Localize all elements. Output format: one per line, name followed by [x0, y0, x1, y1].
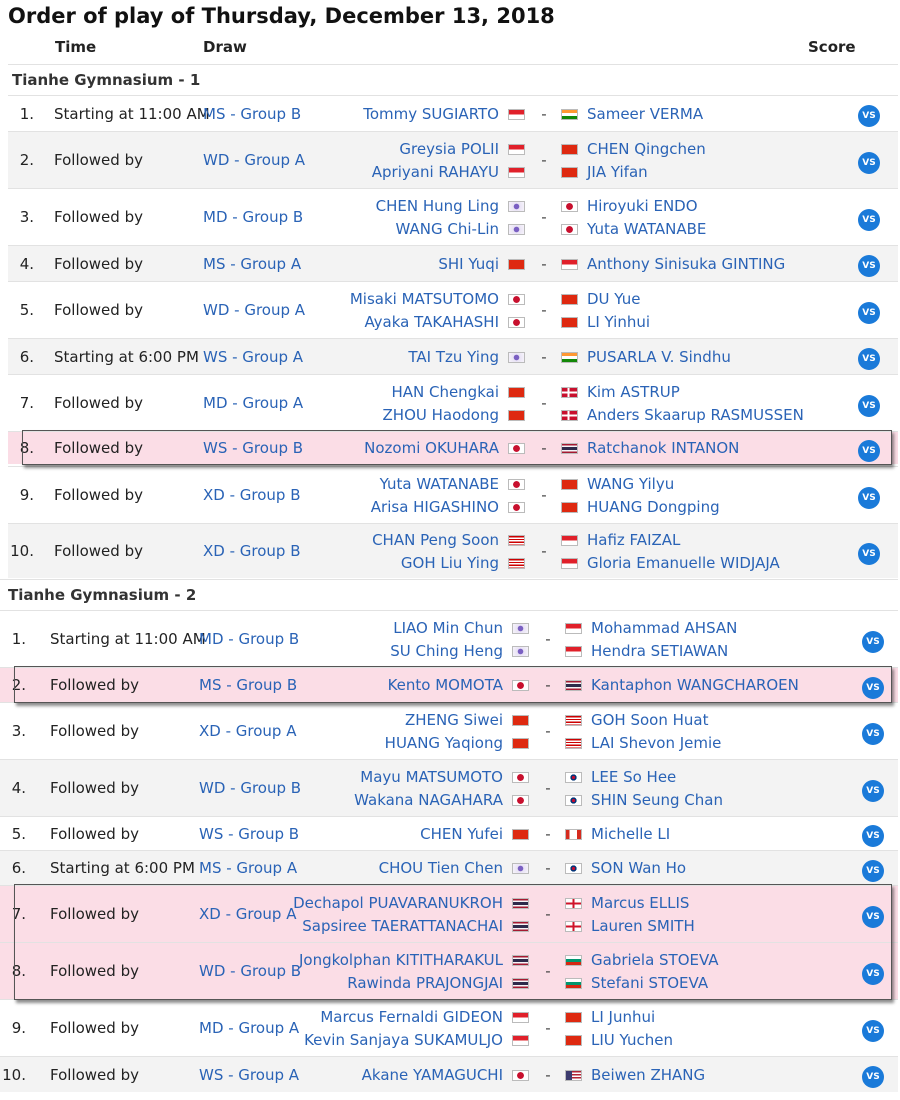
match-time: Followed by: [50, 1019, 139, 1037]
player-link[interactable]: ZHENG Siwei: [405, 710, 503, 729]
player-link[interactable]: WANG Yilyu: [587, 474, 675, 493]
match-row: [8, 281, 898, 338]
page-title: Order of play of Thursday, December 13, 2018: [8, 4, 555, 28]
player-link[interactable]: WANG Chi-Lin: [395, 219, 499, 238]
match-number: 10.: [2, 1065, 26, 1084]
flag-icon: [508, 109, 525, 120]
venue-header: [8, 64, 898, 94]
flag-icon: [561, 109, 578, 120]
flag-icon: [512, 772, 529, 783]
player-link[interactable]: Arisa HIGASHINO: [370, 497, 499, 516]
venue-name: Tianhe Gymnasium - 1: [12, 70, 201, 89]
player-link[interactable]: TAI Tzu Ying: [408, 347, 499, 366]
player-link[interactable]: LI Junhui: [591, 1007, 656, 1026]
match-time: Starting at 11:00 AM: [54, 104, 210, 123]
player-link[interactable]: Gloria Emanuelle WIDJAJA: [587, 553, 780, 572]
player-link[interactable]: Sameer VERMA: [587, 104, 704, 123]
flag-icon: [565, 829, 582, 840]
versus-dash: -: [541, 486, 547, 504]
match-number: 7.: [19, 394, 34, 412]
flag-icon: [508, 387, 525, 398]
vs-button[interactable]: VS: [858, 543, 880, 565]
flag-icon: [512, 978, 529, 989]
player-link[interactable]: Sapsiree TAERATTANACHAI: [302, 916, 503, 935]
player-link[interactable]: Gabriela STOEVA: [591, 950, 719, 969]
flag-icon: [512, 921, 529, 932]
column-header-score: Score: [808, 38, 856, 56]
match-number: 8.: [11, 962, 26, 980]
match-number: 10.: [10, 542, 34, 560]
player-link[interactable]: Kantaphon WANGCHAROEN: [591, 676, 799, 694]
draw-link[interactable]: MD - Group A: [203, 394, 304, 412]
flag-icon: [512, 898, 529, 909]
vs-button[interactable]: VS: [862, 631, 884, 653]
draw-link[interactable]: WS - Group B: [199, 824, 300, 843]
versus-dash: -: [541, 347, 547, 366]
flag-icon: [512, 1035, 529, 1046]
match-number: 4.: [19, 254, 34, 273]
flag-icon: [565, 795, 582, 806]
player-link[interactable]: HUANG Yaqiong: [384, 733, 503, 752]
player-link[interactable]: Nozomi OKUHARA: [364, 439, 499, 457]
player-link[interactable]: HAN Chengkai: [391, 382, 499, 401]
vs-button[interactable]: VS: [858, 255, 880, 277]
match-row: [0, 942, 898, 999]
vs-button[interactable]: VS: [858, 209, 880, 231]
match-row: [8, 188, 898, 245]
draw-link[interactable]: WS - Group A: [199, 1065, 299, 1084]
flag-icon: [512, 623, 529, 634]
venue-header: [0, 579, 898, 609]
match-number: 2.: [19, 151, 34, 169]
match-row: [8, 374, 898, 431]
player-link[interactable]: LAI Shevon Jemie: [591, 733, 722, 752]
player-link[interactable]: CHEN Qingchen: [587, 139, 706, 158]
flag-icon: [508, 502, 525, 513]
versus-dash: -: [541, 301, 547, 319]
vs-button[interactable]: VS: [858, 395, 880, 417]
flag-icon: [508, 294, 525, 305]
vs-button[interactable]: VS: [862, 677, 884, 699]
match-row: [0, 667, 898, 702]
flag-icon: [561, 535, 578, 546]
player-link[interactable]: Anthony Sinisuka GINTING: [587, 254, 786, 273]
draw-link[interactable]: MD - Group B: [199, 630, 300, 648]
versus-dash: -: [541, 104, 547, 123]
versus-dash: -: [541, 208, 547, 226]
player-link[interactable]: HUANG Dongping: [587, 497, 720, 516]
player-link[interactable]: Yuta WATANABE: [587, 219, 707, 238]
flag-icon: [512, 646, 529, 657]
flag-icon: [508, 259, 525, 270]
draw-link[interactable]: MS - Group A: [203, 254, 302, 273]
versus-dash: -: [545, 905, 551, 923]
match-row: [8, 245, 898, 281]
flag-icon: [508, 535, 525, 546]
versus-dash: -: [545, 824, 551, 843]
flag-icon: [561, 479, 578, 490]
match-time: Followed by: [54, 439, 143, 457]
player-link[interactable]: LIAO Min Chun: [393, 618, 503, 637]
flag-icon: [512, 680, 529, 691]
match-row: [0, 885, 898, 942]
player-link[interactable]: Greysia POLII: [399, 139, 499, 158]
vs-button[interactable]: VS: [858, 152, 880, 174]
match-row: [0, 1056, 898, 1092]
player-link[interactable]: Beiwen ZHANG: [591, 1065, 706, 1084]
player-link[interactable]: Marcus ELLIS: [591, 893, 690, 912]
versus-dash: -: [541, 439, 547, 457]
vs-button[interactable]: VS: [858, 487, 880, 509]
match-row: [0, 702, 898, 759]
flag-icon: [565, 955, 582, 966]
flag-icon: [561, 259, 578, 270]
player-link[interactable]: Michelle LI: [591, 824, 671, 843]
versus-dash: -: [545, 1019, 551, 1037]
draw-link[interactable]: WS - Group A: [203, 347, 303, 366]
flag-icon: [512, 1070, 529, 1081]
match-row: [0, 816, 898, 850]
vs-button[interactable]: VS: [862, 906, 884, 928]
match-number: 2.: [11, 676, 26, 694]
match-number: 9.: [19, 486, 34, 504]
versus-dash: -: [541, 394, 547, 412]
vs-button[interactable]: VS: [862, 860, 884, 882]
flag-icon: [561, 410, 578, 421]
player-link[interactable]: Lauren SMITH: [591, 916, 695, 935]
match-time: Followed by: [54, 301, 143, 319]
match-time: Followed by: [50, 779, 139, 797]
flag-icon: [565, 898, 582, 909]
draw-link[interactable]: MS - Group B: [203, 104, 302, 123]
player-link[interactable]: Ayaka TAKAHASHI: [364, 312, 499, 331]
match-time: Followed by: [54, 394, 143, 412]
flag-icon: [512, 738, 529, 749]
flag-icon: [565, 646, 582, 657]
player-link[interactable]: LIU Yuchen: [591, 1030, 673, 1049]
match-row: [8, 95, 898, 131]
player-link[interactable]: CHOU Tien Chen: [378, 859, 503, 877]
flag-icon: [565, 623, 582, 634]
draw-link[interactable]: WD - Group A: [203, 301, 306, 319]
flag-icon: [565, 1035, 582, 1046]
draw-link[interactable]: MS - Group A: [199, 859, 298, 877]
draw-link[interactable]: XD - Group A: [199, 905, 297, 923]
versus-dash: -: [545, 722, 551, 740]
player-link[interactable]: SHIN Seung Chan: [591, 790, 723, 809]
match-row: [0, 610, 898, 667]
versus-dash: -: [545, 779, 551, 797]
match-time: Followed by: [50, 824, 139, 843]
flag-icon: [508, 443, 525, 454]
player-link[interactable]: Dechapol PUAVARANUKROH: [293, 893, 503, 912]
flag-icon: [561, 144, 578, 155]
flag-icon: [508, 410, 525, 421]
flag-icon: [508, 317, 525, 328]
match-row: [8, 131, 898, 188]
match-time: Starting at 6:00 PM: [50, 859, 195, 877]
draw-link[interactable]: XD - Group B: [203, 486, 301, 504]
vs-button[interactable]: VS: [862, 963, 884, 985]
flag-icon: [561, 294, 578, 305]
flag-icon: [565, 863, 582, 874]
player-link[interactable]: CHEN Hung Ling: [375, 196, 499, 215]
player-link[interactable]: SON Wan Ho: [591, 859, 687, 877]
match-time: Followed by: [50, 722, 139, 740]
match-time: Followed by: [50, 905, 139, 923]
match-row: [8, 466, 898, 523]
draw-link[interactable]: WD - Group B: [199, 779, 302, 797]
match-number: 4.: [11, 779, 26, 797]
match-row: [8, 523, 898, 578]
versus-dash: -: [545, 676, 551, 694]
column-header-draw: Draw: [203, 38, 247, 56]
vs-button[interactable]: VS: [862, 1066, 884, 1088]
player-link[interactable]: Hiroyuki ENDO: [587, 196, 698, 215]
match-time: Followed by: [50, 676, 139, 694]
player-link[interactable]: Hafiz FAIZAL: [587, 530, 681, 549]
match-time: Followed by: [50, 1065, 139, 1084]
vs-button[interactable]: VS: [858, 302, 880, 324]
match-row: [8, 431, 898, 464]
flag-icon: [565, 680, 582, 691]
player-link[interactable]: Kim ASTRUP: [587, 382, 680, 401]
draw-link[interactable]: XD - Group B: [203, 542, 301, 560]
flag-icon: [512, 795, 529, 806]
flag-icon: [508, 224, 525, 235]
draw-link[interactable]: WD - Group B: [199, 962, 302, 980]
match-row: [0, 999, 898, 1056]
flag-icon: [565, 978, 582, 989]
flag-icon: [561, 558, 578, 569]
match-row: [0, 850, 898, 885]
flag-icon: [512, 955, 529, 966]
match-time: Followed by: [54, 486, 143, 504]
match-time: Followed by: [54, 254, 143, 273]
versus-dash: -: [545, 630, 551, 648]
flag-icon: [561, 167, 578, 178]
player-link[interactable]: ZHOU Haodong: [382, 405, 499, 424]
player-link[interactable]: Kevin Sanjaya SUKAMULJO: [304, 1030, 503, 1049]
flag-icon: [561, 502, 578, 513]
flag-icon: [512, 863, 529, 874]
match-time: Followed by: [54, 208, 143, 226]
match-time: Starting at 6:00 PM: [54, 347, 199, 366]
flag-icon: [512, 829, 529, 840]
flag-icon: [565, 772, 582, 783]
flag-icon: [565, 1070, 582, 1081]
match-number: 6.: [11, 859, 26, 877]
player-link[interactable]: GOH Liu Ying: [400, 553, 499, 572]
match-time: Followed by: [54, 151, 143, 169]
match-number: 5.: [11, 824, 26, 843]
flag-icon: [508, 479, 525, 490]
draw-link[interactable]: XD - Group A: [199, 722, 297, 740]
match-number: 5.: [19, 301, 34, 319]
player-link[interactable]: Akane YAMAGUCHI: [361, 1065, 503, 1084]
flag-icon: [508, 201, 525, 212]
flag-icon: [561, 443, 578, 454]
player-link[interactable]: SHI Yuqi: [438, 254, 499, 273]
match-row: [8, 338, 898, 374]
match-number: 1.: [11, 630, 26, 648]
player-link[interactable]: Kento MOMOTA: [387, 676, 503, 694]
player-link[interactable]: GOH Soon Huat: [591, 710, 709, 729]
vs-button[interactable]: VS: [858, 105, 880, 127]
match-number: 1.: [19, 104, 34, 123]
vs-button[interactable]: VS: [862, 780, 884, 802]
match-number: 9.: [11, 1019, 26, 1037]
draw-link[interactable]: WS - Group B: [203, 439, 304, 457]
player-link[interactable]: CHEN Yufei: [420, 824, 503, 843]
player-link[interactable]: Apriyani RAHAYU: [371, 162, 499, 181]
flag-icon: [508, 167, 525, 178]
vs-button[interactable]: VS: [858, 348, 880, 370]
flag-icon: [565, 1012, 582, 1023]
player-link[interactable]: Rawinda PRAJONGJAI: [347, 973, 503, 992]
flag-icon: [565, 738, 582, 749]
draw-link[interactable]: MD - Group B: [203, 208, 304, 226]
vs-button[interactable]: VS: [862, 825, 884, 847]
player-link[interactable]: Jongkolphan KITITHARAKUL: [298, 950, 503, 969]
flag-icon: [512, 715, 529, 726]
flag-icon: [565, 715, 582, 726]
player-link[interactable]: Mohammad AHSAN: [591, 618, 738, 637]
draw-link[interactable]: MD - Group A: [199, 1019, 300, 1037]
flag-icon: [508, 352, 525, 363]
versus-dash: -: [541, 542, 547, 560]
versus-dash: -: [545, 859, 551, 877]
player-link[interactable]: Marcus Fernaldi GIDEON: [320, 1007, 503, 1026]
versus-dash: -: [545, 1065, 551, 1084]
player-link[interactable]: CHAN Peng Soon: [372, 530, 499, 549]
column-header-time: Time: [55, 38, 97, 56]
player-link[interactable]: Mayu MATSUMOTO: [360, 767, 503, 786]
player-link[interactable]: Ratchanok INTANON: [587, 439, 740, 457]
flag-icon: [512, 1012, 529, 1023]
match-row: [0, 759, 898, 816]
flag-icon: [508, 558, 525, 569]
match-time: Followed by: [50, 962, 139, 980]
versus-dash: -: [541, 254, 547, 273]
player-link[interactable]: Misaki MATSUTOMO: [349, 289, 499, 308]
match-time: Followed by: [54, 542, 143, 560]
flag-icon: [565, 921, 582, 932]
draw-link[interactable]: WD - Group A: [203, 151, 306, 169]
player-link[interactable]: SU Ching Heng: [390, 641, 503, 660]
player-link[interactable]: Anders Skaarup RASMUSSEN: [587, 405, 804, 424]
match-number: 6.: [19, 347, 34, 366]
match-number: 8.: [19, 439, 34, 457]
player-link[interactable]: Tommy SUGIARTO: [363, 104, 499, 123]
vs-button[interactable]: VS: [862, 1020, 884, 1042]
flag-icon: [561, 317, 578, 328]
match-number: 7.: [11, 905, 26, 923]
versus-dash: -: [541, 151, 547, 169]
player-link[interactable]: LEE So Hee: [591, 767, 677, 786]
flag-icon: [561, 201, 578, 212]
match-number: 3.: [19, 208, 34, 226]
venue-name: Tianhe Gymnasium - 2: [8, 585, 197, 604]
draw-link[interactable]: MS - Group B: [199, 676, 298, 694]
player-link[interactable]: Stefani STOEVA: [591, 973, 709, 992]
flag-icon: [561, 224, 578, 235]
flag-icon: [508, 144, 525, 155]
player-link[interactable]: Yuta WATANABE: [379, 474, 499, 493]
player-link[interactable]: LI Yinhui: [587, 312, 651, 331]
player-link[interactable]: Hendra SETIAWAN: [591, 641, 729, 660]
player-link[interactable]: PUSARLA V. Sindhu: [587, 347, 731, 366]
player-link[interactable]: JIA Yifan: [587, 162, 648, 181]
player-link[interactable]: DU Yue: [587, 289, 641, 308]
flag-icon: [561, 387, 578, 398]
versus-dash: -: [545, 962, 551, 980]
player-link[interactable]: Wakana NAGAHARA: [354, 790, 503, 809]
vs-button[interactable]: VS: [858, 440, 880, 462]
match-time: Starting at 11:00 AM: [50, 630, 206, 648]
vs-button[interactable]: VS: [862, 723, 884, 745]
flag-icon: [561, 352, 578, 363]
match-number: 3.: [11, 722, 26, 740]
